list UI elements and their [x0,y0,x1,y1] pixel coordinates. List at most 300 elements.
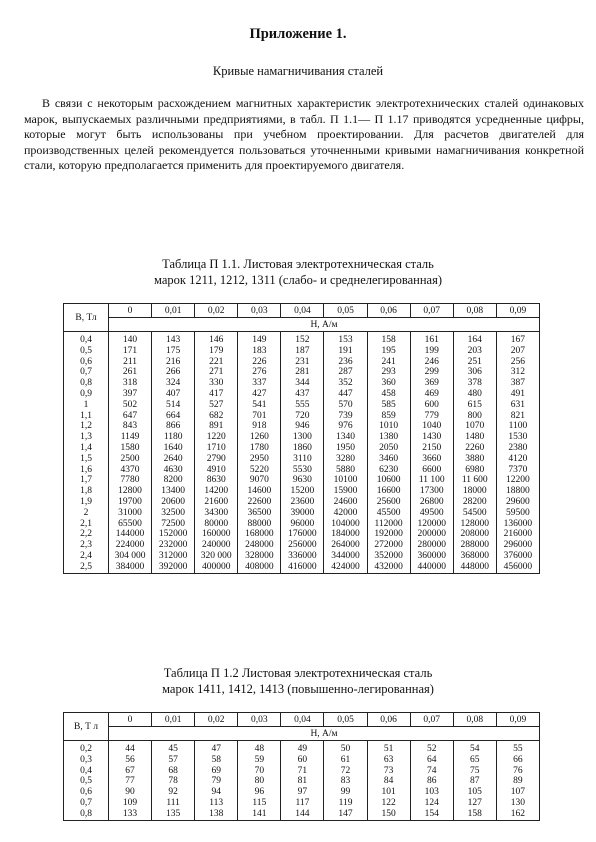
h-value-cell: 437 [281,389,324,400]
h-value-cell: 17300 [410,486,453,497]
table-row [64,443,540,454]
h-value-cell: 3660 [410,454,453,465]
h-value-cell: 216000 [496,529,539,540]
table-row [64,741,540,755]
h-value-cell: 369 [410,378,453,389]
table-row [64,776,540,787]
h-value-cell: 135 [152,809,195,820]
b-value-cell: 0,7 [64,798,109,809]
h-value-cell: 2640 [152,454,195,465]
table-caption-line: марок 1411, 1412, 1413 (повышенно-легированная) [162,682,434,696]
column-header: 0,05 [324,713,367,727]
h-value-cell: 80 [238,776,281,787]
b-value-cell: 0,5 [64,776,109,787]
h-value-cell: 54 [453,741,496,755]
h-value-cell: 140 [109,332,152,346]
h-value-cell: 682 [195,411,238,422]
h-value-cell: 320 000 [195,551,238,562]
h-value-cell: 78 [152,776,195,787]
column-header: 0,03 [238,713,281,727]
h-value-cell: 1950 [324,443,367,454]
table-row [64,798,540,809]
h-value-cell: 58 [195,755,238,766]
h-value-cell: 86 [410,776,453,787]
h-value-cell: 280000 [410,540,453,551]
h-value-cell: 153 [324,332,367,346]
h-value-cell: 384000 [109,562,152,573]
h-value-cell: 287 [324,367,367,378]
h-value-cell: 2380 [496,443,539,454]
h-value-cell: 5880 [324,465,367,476]
h-value-cell: 179 [195,346,238,357]
h-value-cell: 200000 [410,529,453,540]
h-value-cell: 8630 [195,475,238,486]
h-value-cell: 124 [410,798,453,809]
h-value-cell: 1710 [195,443,238,454]
h-value-cell: 352 [324,378,367,389]
h-value-cell: 208000 [453,529,496,540]
h-value-cell: 23600 [281,497,324,508]
h-value-cell: 161 [410,332,453,346]
b-value-cell: 1,7 [64,475,109,486]
h-value-cell: 144 [281,809,324,820]
h-value-cell: 3110 [281,454,324,465]
h-value-cell: 94 [195,787,238,798]
h-value-cell: 3880 [453,454,496,465]
h-value-cell: 22600 [238,497,281,508]
h-value-cell: 1430 [410,432,453,443]
h-value-cell: 183 [238,346,281,357]
h-value-cell: 1100 [496,421,539,432]
h-value-cell: 256 [496,357,539,368]
h-value-cell: 26800 [410,497,453,508]
h-value-cell: 195 [367,346,410,357]
column-header: 0,07 [410,304,453,318]
h-value-cell: 71 [281,766,324,777]
h-value-cell: 149 [238,332,281,346]
h-value-cell: 447 [324,389,367,400]
table-row [64,562,540,573]
b-value-cell: 0,6 [64,357,109,368]
h-value-cell: 336000 [281,551,324,562]
h-value-cell: 1220 [195,432,238,443]
h-value-cell: 39000 [281,508,324,519]
h-value-cell: 918 [238,421,281,432]
b-value-cell: 0,8 [64,809,109,820]
h-value-cell: 80000 [195,519,238,530]
h-value-cell: 328000 [238,551,281,562]
h-value-cell: 299 [410,367,453,378]
h-value-cell: 378 [453,378,496,389]
h-value-cell: 15900 [324,486,367,497]
magnetization-table [63,712,540,821]
b-value-cell: 2,1 [64,519,109,530]
table-row [64,432,540,443]
b-value-cell: 0,8 [64,378,109,389]
h-value-cell: 12800 [109,486,152,497]
h-value-cell: 69 [195,766,238,777]
h-value-cell: 4630 [152,465,195,476]
h-value-cell: 5530 [281,465,324,476]
h-value-cell: 59 [238,755,281,766]
h-value-cell: 107 [496,787,539,798]
h-value-cell: 105 [453,787,496,798]
h-value-cell: 1070 [453,421,496,432]
h-value-cell: 59500 [496,508,539,519]
h-value-cell: 150 [367,809,410,820]
h-value-cell: 221 [195,357,238,368]
b-value-cell: 1,6 [64,465,109,476]
h-value-cell: 117 [281,798,324,809]
h-value-cell: 3460 [367,454,410,465]
h-value-cell: 15200 [281,486,324,497]
h-value-cell: 103 [410,787,453,798]
column-header: 0,08 [453,304,496,318]
h-value-cell: 128000 [453,519,496,530]
table-row [64,497,540,508]
h-value-cell: 400000 [195,562,238,573]
h-value-cell: 585 [367,400,410,411]
b-value-cell: 2 [64,508,109,519]
h-value-cell: 57 [152,755,195,766]
h-value-cell: 11 100 [410,475,453,486]
h-value-cell: 34300 [195,508,238,519]
h-value-cell: 89 [496,776,539,787]
h-value-cell: 232000 [152,540,195,551]
h-value-cell: 416000 [281,562,324,573]
table-row [64,411,540,422]
h-value-cell: 387 [496,378,539,389]
h-value-cell: 101 [367,787,410,798]
h-value-cell: 432000 [367,562,410,573]
h-value-cell: 97 [281,787,324,798]
header-row [64,304,540,318]
h-value-cell: 7780 [109,475,152,486]
table-caption [0,665,596,697]
h-value-cell: 293 [367,367,410,378]
table-row [64,454,540,465]
b-value-cell: 0,6 [64,787,109,798]
h-value-cell: 10600 [367,475,410,486]
table-row [64,519,540,530]
h-value-cell: 13400 [152,486,195,497]
h-value-cell: 248000 [238,540,281,551]
h-value-cell: 946 [281,421,324,432]
h-value-cell: 73 [367,766,410,777]
h-value-cell: 154 [410,809,453,820]
h-value-cell: 304 000 [109,551,152,562]
table-caption [0,256,596,288]
h-value-cell: 136000 [496,519,539,530]
h-value-cell: 171 [109,346,152,357]
h-value-cell: 77 [109,776,152,787]
h-value-cell: 600 [410,400,453,411]
h-value-cell: 4370 [109,465,152,476]
h-value-cell: 111 [152,798,195,809]
h-value-cell: 81 [281,776,324,787]
column-header: 0,06 [367,304,410,318]
h-value-cell: 12200 [496,475,539,486]
b-value-cell: 2,2 [64,529,109,540]
column-header: 0,01 [152,713,195,727]
column-header: 0 [109,304,152,318]
h-value-cell: 664 [152,411,195,422]
column-header: 0,09 [496,304,539,318]
h-value-cell: 168000 [238,529,281,540]
h-value-cell: 344000 [324,551,367,562]
h-value-cell: 1340 [324,432,367,443]
h-value-cell: 720 [281,411,324,422]
h-value-cell: 75 [453,766,496,777]
h-value-cell: 615 [453,400,496,411]
column-header: 0,09 [496,713,539,727]
b-column-header: В, Т л [64,713,109,741]
h-value-cell: 271 [195,367,238,378]
h-value-cell: 337 [238,378,281,389]
column-header: 0,03 [238,304,281,318]
table-row [64,346,540,357]
h-value-cell: 6230 [367,465,410,476]
b-value-cell: 0,5 [64,346,109,357]
column-header: 0,04 [281,304,324,318]
h-value-cell: 1040 [410,421,453,432]
h-value-cell: 51 [367,741,410,755]
h-value-cell: 9630 [281,475,324,486]
h-value-cell: 130 [496,798,539,809]
h-value-cell: 162 [496,809,539,820]
h-value-cell: 779 [410,411,453,422]
h-unit-header: Н, А/м [109,318,540,332]
column-header: 0,06 [367,713,410,727]
h-value-cell: 56 [109,755,152,766]
table-row [64,389,540,400]
h-value-cell: 70 [238,766,281,777]
h-value-cell: 160000 [195,529,238,540]
h-value-cell: 1480 [453,432,496,443]
h-value-cell: 288000 [453,540,496,551]
h-value-cell: 866 [152,421,195,432]
h-value-cell: 104000 [324,519,367,530]
h-value-cell: 527 [195,400,238,411]
table-row [64,551,540,562]
h-value-cell: 800 [453,411,496,422]
h-value-cell: 133 [109,809,152,820]
h-value-cell: 368000 [453,551,496,562]
h-value-cell: 147 [324,809,367,820]
h-value-cell: 2260 [453,443,496,454]
b-value-cell: 0,7 [64,367,109,378]
table-row [64,378,540,389]
h-value-cell: 199 [410,346,453,357]
h-value-cell: 352000 [367,551,410,562]
h-value-cell: 48 [238,741,281,755]
table-row [64,357,540,368]
b-value-cell: 1,3 [64,432,109,443]
h-value-cell: 1780 [238,443,281,454]
h-value-cell: 821 [496,411,539,422]
h-value-cell: 491 [496,389,539,400]
h-value-cell: 120000 [410,519,453,530]
b-column-header: В, Тл [64,304,109,332]
h-value-cell: 312000 [152,551,195,562]
column-header: 0,08 [453,713,496,727]
h-value-cell: 113 [195,798,238,809]
h-value-cell: 64 [410,755,453,766]
table-row [64,465,540,476]
h-value-cell: 61 [324,755,367,766]
h-value-cell: 2790 [195,454,238,465]
h-value-cell: 63 [367,755,410,766]
h-value-cell: 1180 [152,432,195,443]
h-value-cell: 211 [109,357,152,368]
column-header: 0,05 [324,304,367,318]
appendix-subheading: Кривые намагничивания сталей [212,64,384,78]
h-value-cell: 407 [152,389,195,400]
h-value-cell: 14200 [195,486,238,497]
h-value-cell: 20600 [152,497,195,508]
h-value-cell: 224000 [109,540,152,551]
b-value-cell: 1,2 [64,421,109,432]
h-value-cell: 2150 [410,443,453,454]
h-value-cell: 74 [410,766,453,777]
h-value-cell: 55 [496,741,539,755]
h-value-cell: 360 [367,378,410,389]
column-header: 0,02 [195,304,238,318]
column-header: 0,04 [281,713,324,727]
h-value-cell: 1860 [281,443,324,454]
h-value-cell: 18000 [453,486,496,497]
column-header: 0 [109,713,152,727]
h-value-cell: 1640 [152,443,195,454]
h-value-cell: 739 [324,411,367,422]
h-value-cell: 72500 [152,519,195,530]
h-value-cell: 54500 [453,508,496,519]
h-value-cell: 324 [152,378,195,389]
h-value-cell: 109 [109,798,152,809]
h-value-cell: 469 [410,389,453,400]
h-value-cell: 28200 [453,497,496,508]
h-value-cell: 187 [281,346,324,357]
intro-paragraph: В связи с некоторым расхождением магнитных характеристик электротехнических сталей одинаковых марок, выпускаемых различными предприятиями, в табл. П 1.1— П 1.17 приводятся усредненные цифры, которые могут быть использованы при учебном проектировании. Для расчетов двигателей для производственных целей рекомендуется пользоваться уточненными кривыми намагничивания конкретной стали, которую предполагается применить для проектируемого двигателя. [24,96,584,173]
h-value-cell: 330 [195,378,238,389]
h-value-cell: 2500 [109,454,152,465]
h-value-cell: 42000 [324,508,367,519]
table-row [64,766,540,777]
h-value-cell: 859 [367,411,410,422]
h-value-cell: 701 [238,411,281,422]
table-caption-line: марок 1211, 1212, 1311 (слабо- и среднелегированная) [154,273,442,287]
h-value-cell: 344 [281,378,324,389]
h-value-cell: 376000 [496,551,539,562]
h-value-cell: 8200 [152,475,195,486]
h-value-cell: 45500 [367,508,410,519]
h-value-cell: 127 [453,798,496,809]
h-value-cell: 24600 [324,497,367,508]
h-value-cell: 2950 [238,454,281,465]
b-value-cell: 0,3 [64,755,109,766]
h-value-cell: 83 [324,776,367,787]
h-value-cell: 192000 [367,529,410,540]
h-value-cell: 141 [238,809,281,820]
h-value-cell: 440000 [410,562,453,573]
h-value-cell: 158 [367,332,410,346]
h-value-cell: 241 [367,357,410,368]
b-value-cell: 0,2 [64,741,109,755]
h-value-cell: 16600 [367,486,410,497]
h-value-cell: 3280 [324,454,367,465]
h-value-cell: 90 [109,787,152,798]
h-value-cell: 14600 [238,486,281,497]
h-value-cell: 5220 [238,465,281,476]
h-value-cell: 29600 [496,497,539,508]
h-value-cell: 647 [109,411,152,422]
h-value-cell: 246 [410,357,453,368]
h-value-cell: 207 [496,346,539,357]
h-value-cell: 631 [496,400,539,411]
table-row [64,400,540,411]
h-value-cell: 146 [195,332,238,346]
h-value-cell: 21600 [195,497,238,508]
table-caption-line: Таблица П 1.2 Листовая электротехническая сталь [163,666,433,680]
h-value-cell: 32500 [152,508,195,519]
h-value-cell: 67 [109,766,152,777]
h-value-cell: 79 [195,776,238,787]
h-value-cell: 72 [324,766,367,777]
h-value-cell: 25600 [367,497,410,508]
table-row [64,332,540,346]
b-value-cell: 1,4 [64,443,109,454]
h-value-cell: 264000 [324,540,367,551]
h-value-cell: 231 [281,357,324,368]
h-value-cell: 555 [281,400,324,411]
table-row [64,755,540,766]
h-value-cell: 164 [453,332,496,346]
h-value-cell: 50 [324,741,367,755]
h-value-cell: 272000 [367,540,410,551]
h-value-cell: 47 [195,741,238,755]
h-value-cell: 1300 [281,432,324,443]
h-value-cell: 191 [324,346,367,357]
h-value-cell: 36500 [238,508,281,519]
h-value-cell: 2050 [367,443,410,454]
h-value-cell: 19700 [109,497,152,508]
h-value-cell: 427 [238,389,281,400]
h-value-cell: 312 [496,367,539,378]
h-value-cell: 226 [238,357,281,368]
h-value-cell: 458 [367,389,410,400]
h-value-cell: 456000 [496,562,539,573]
h-value-cell: 66 [496,755,539,766]
table-row [64,809,540,820]
table-row [64,508,540,519]
h-value-cell: 448000 [453,562,496,573]
h-value-cell: 296000 [496,540,539,551]
table-row [64,367,540,378]
h-value-cell: 843 [109,421,152,432]
h-value-cell: 976 [324,421,367,432]
h-value-cell: 266 [152,367,195,378]
table-row [64,529,540,540]
header-row [64,713,540,727]
h-value-cell: 87 [453,776,496,787]
h-value-cell: 99 [324,787,367,798]
table-row [64,486,540,497]
h-value-cell: 65500 [109,519,152,530]
h-value-cell: 424000 [324,562,367,573]
column-header: 0,07 [410,713,453,727]
h-value-cell: 152000 [152,529,195,540]
h-value-cell: 152 [281,332,324,346]
